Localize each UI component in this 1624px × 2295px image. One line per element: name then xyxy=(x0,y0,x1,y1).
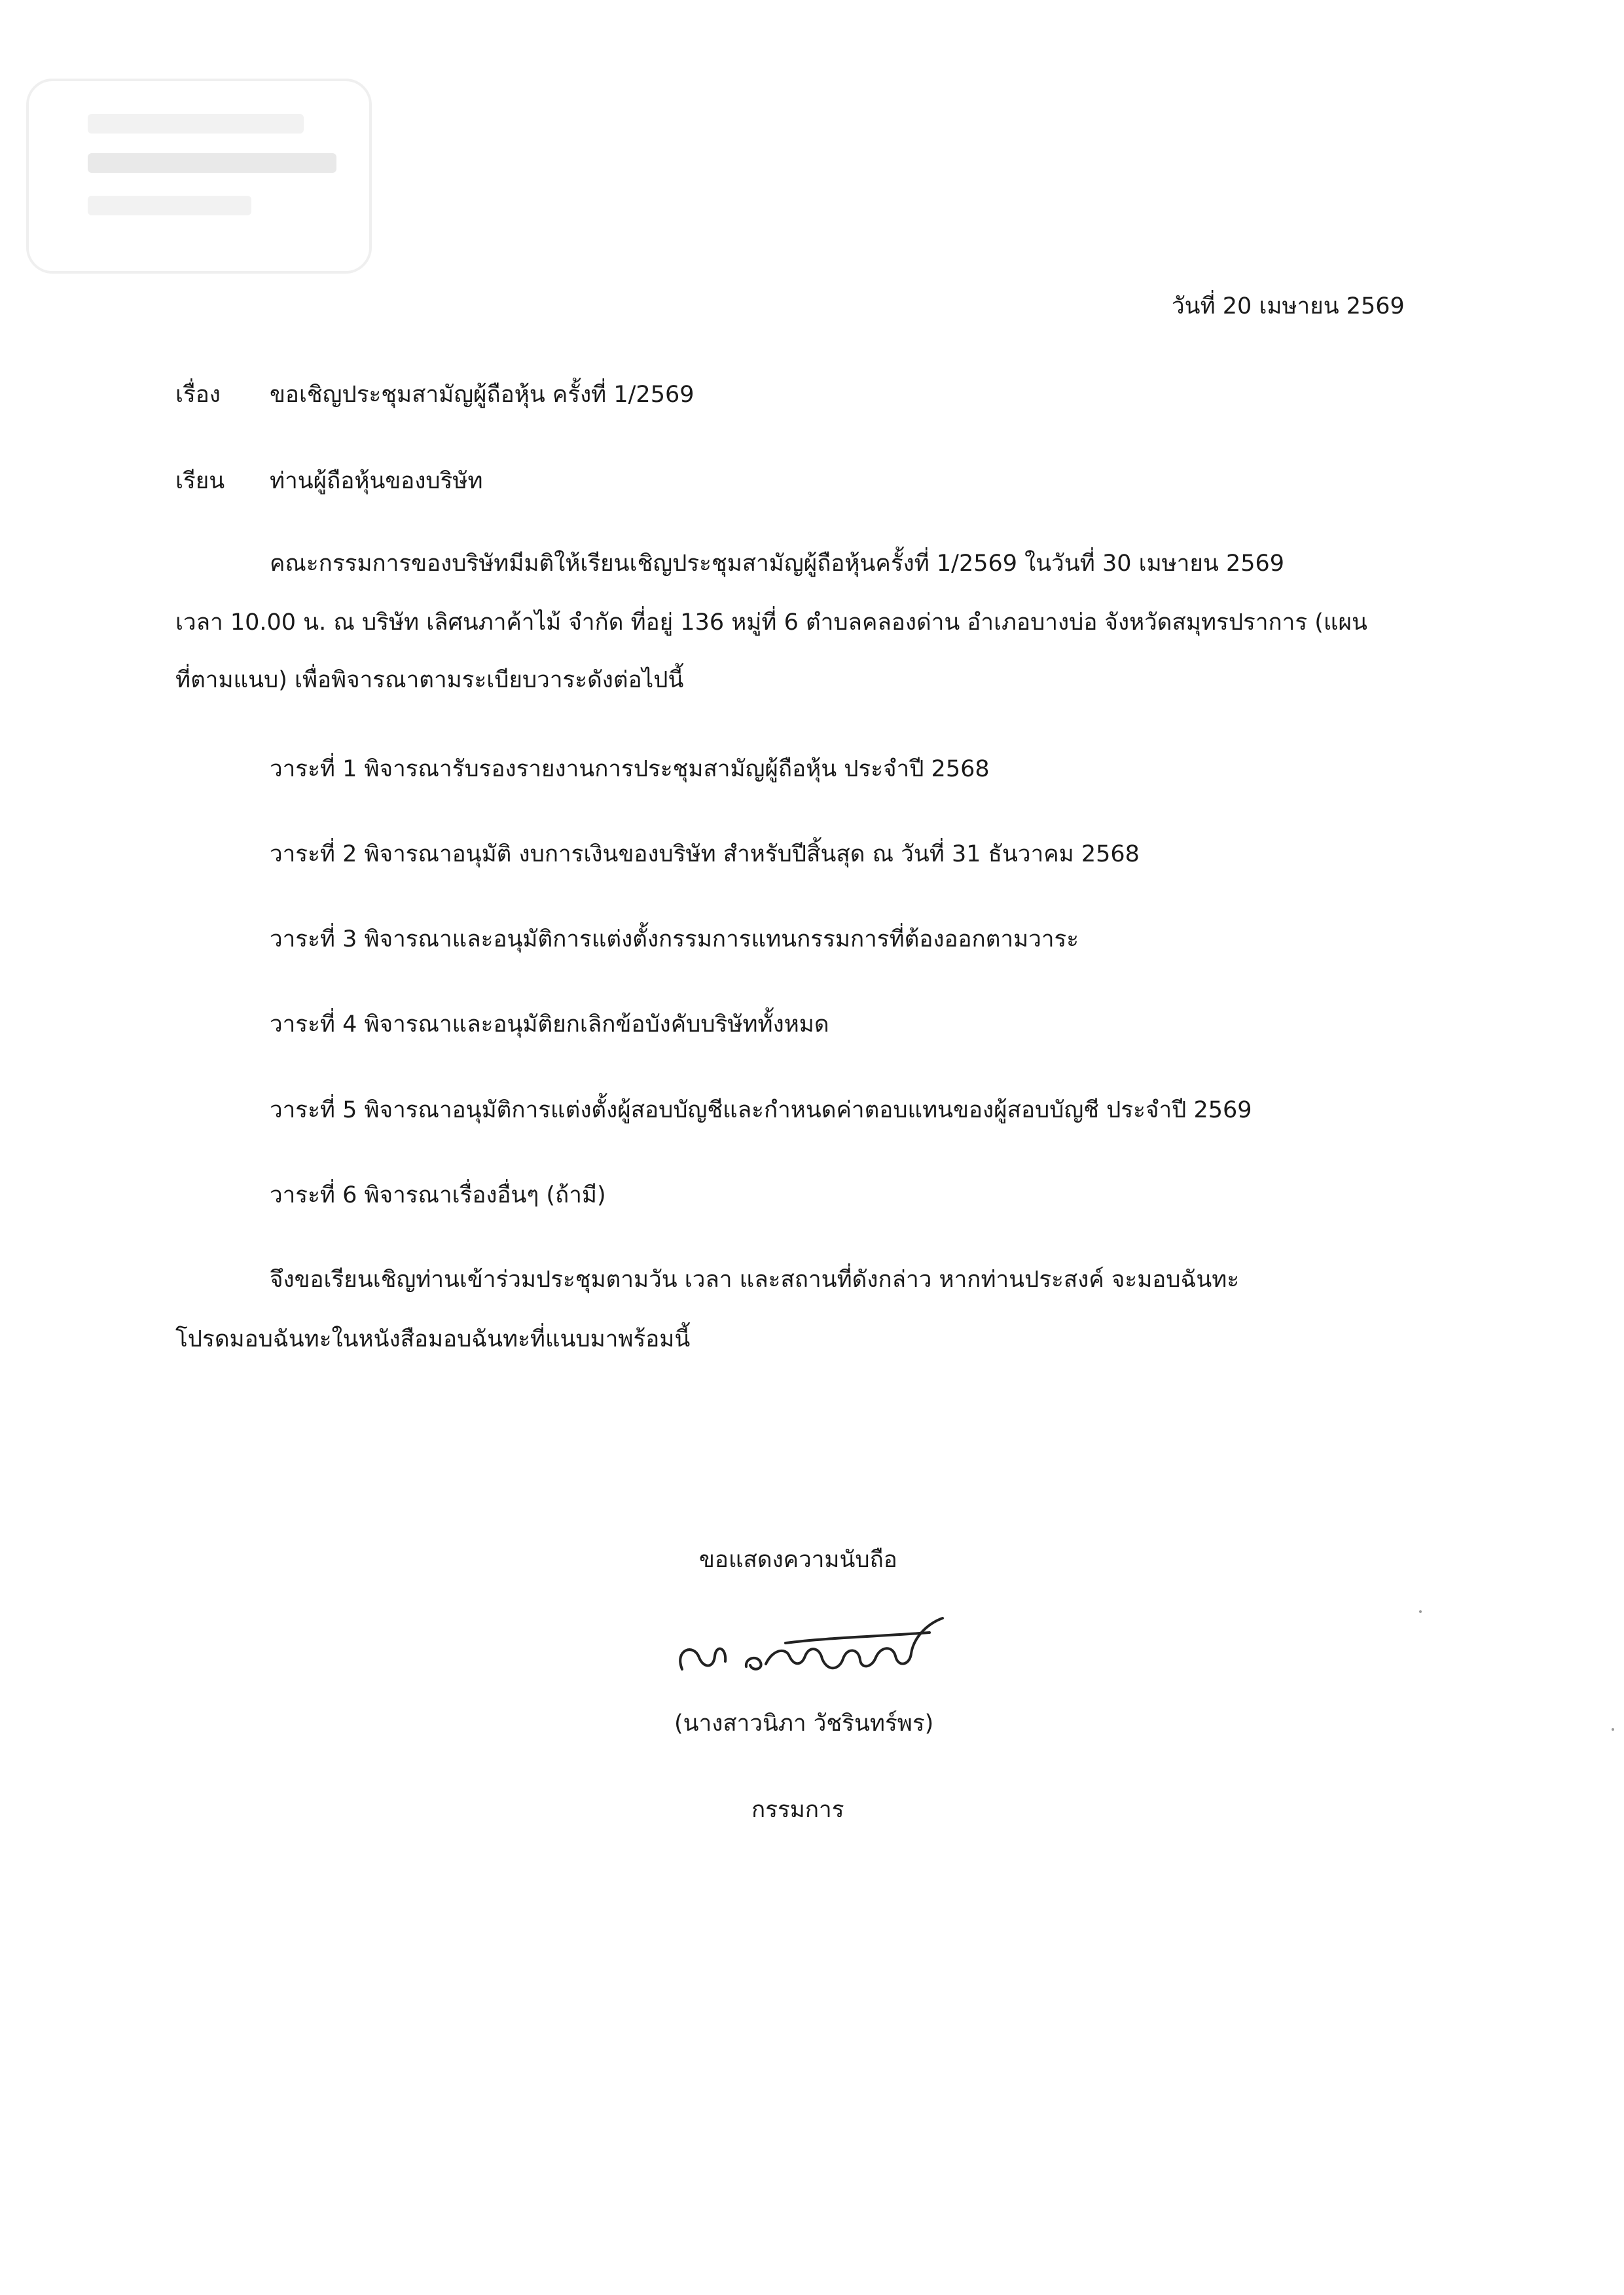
handwritten-signature xyxy=(668,1604,969,1689)
regards-text: ขอแสดงความนับถือ xyxy=(699,1547,897,1573)
agenda-item-5: วาระที่ 5 พิจารณาอนุมัติการแต่งตั้งผู้สอบบัญชีและกำหนดค่าตอบแทนของผู้สอบบัญชี ประจำปี 2569 xyxy=(270,1097,1252,1123)
date-line: วันที่ 20 เมษายน 2569 xyxy=(1172,293,1405,319)
agenda-item-1: วาระที่ 1 พิจารณารับรองรายงานการประชุมสามัญผู้ถือหุ้น ประจำปี 2568 xyxy=(270,756,990,782)
subject-label: เรื่อง xyxy=(175,382,221,408)
to-label: เรียน xyxy=(175,468,225,494)
subject-text: ขอเชิญประชุมสามัญผู้ถือหุ้น ครั้งที่ 1/2569 xyxy=(270,382,695,408)
intro-line-1: คณะกรรมการของบริษัทมีมติให้เรียนเชิญประชุมสามัญผู้ถือหุ้นครั้งที่ 1/2569 ในวันที่ 30 เมษายน 2569 xyxy=(270,551,1285,577)
closing-line-2: โปรดมอบฉันทะในหนังสือมอบฉันทะที่แนบมาพร้อมนี้ xyxy=(175,1326,691,1352)
agenda-item-6: วาระที่ 6 พิจารณาเรื่องอื่นๆ (ถ้ามี) xyxy=(270,1182,606,1208)
signer-name: (นางสาวนิภา วัชรินทร์พร) xyxy=(674,1710,934,1737)
to-text: ท่านผู้ถือหุ้นของบริษัท xyxy=(270,468,483,494)
signer-title: กรรมการ xyxy=(751,1797,844,1823)
agenda-item-4: วาระที่ 4 พิจารณาและอนุมัติยกเลิกข้อบังคับบริษัททั้งหมด xyxy=(270,1011,829,1038)
agenda-item-3: วาระที่ 3 พิจารณาและอนุมัติการแต่งตั้งกรรมการแทนกรรมการที่ต้องออกตามวาระ xyxy=(270,926,1079,952)
intro-line-3: ที่ตามแนบ) เพื่อพิจารณาตามระเบียบวาระดังต่อไปนี้ xyxy=(175,667,684,693)
faded-stamp xyxy=(26,79,372,274)
intro-line-2: เวลา 10.00 น. ณ บริษัท เลิศนภาค้าไม้ จำกัด ที่อยู่ 136 หมู่ที่ 6 ตำบลคลองด่าน อำเภอบางบ่อ จังหวัดสมุทรปราการ (แผน xyxy=(175,609,1367,636)
closing-line-1: จึงขอเรียนเชิญท่านเข้าร่วมประชุมตามวัน เวลา และสถานที่ดังกล่าว หากท่านประสงค์ จะมอบฉันทะ xyxy=(270,1267,1240,1293)
agenda-item-2: วาระที่ 2 พิจารณาอนุมัติ งบการเงินของบริษัท สำหรับปีสิ้นสุด ณ วันที่ 31 ธันวาคม 2568 xyxy=(270,841,1140,867)
scan-speck xyxy=(1612,1728,1614,1731)
scan-speck xyxy=(1419,1610,1422,1613)
